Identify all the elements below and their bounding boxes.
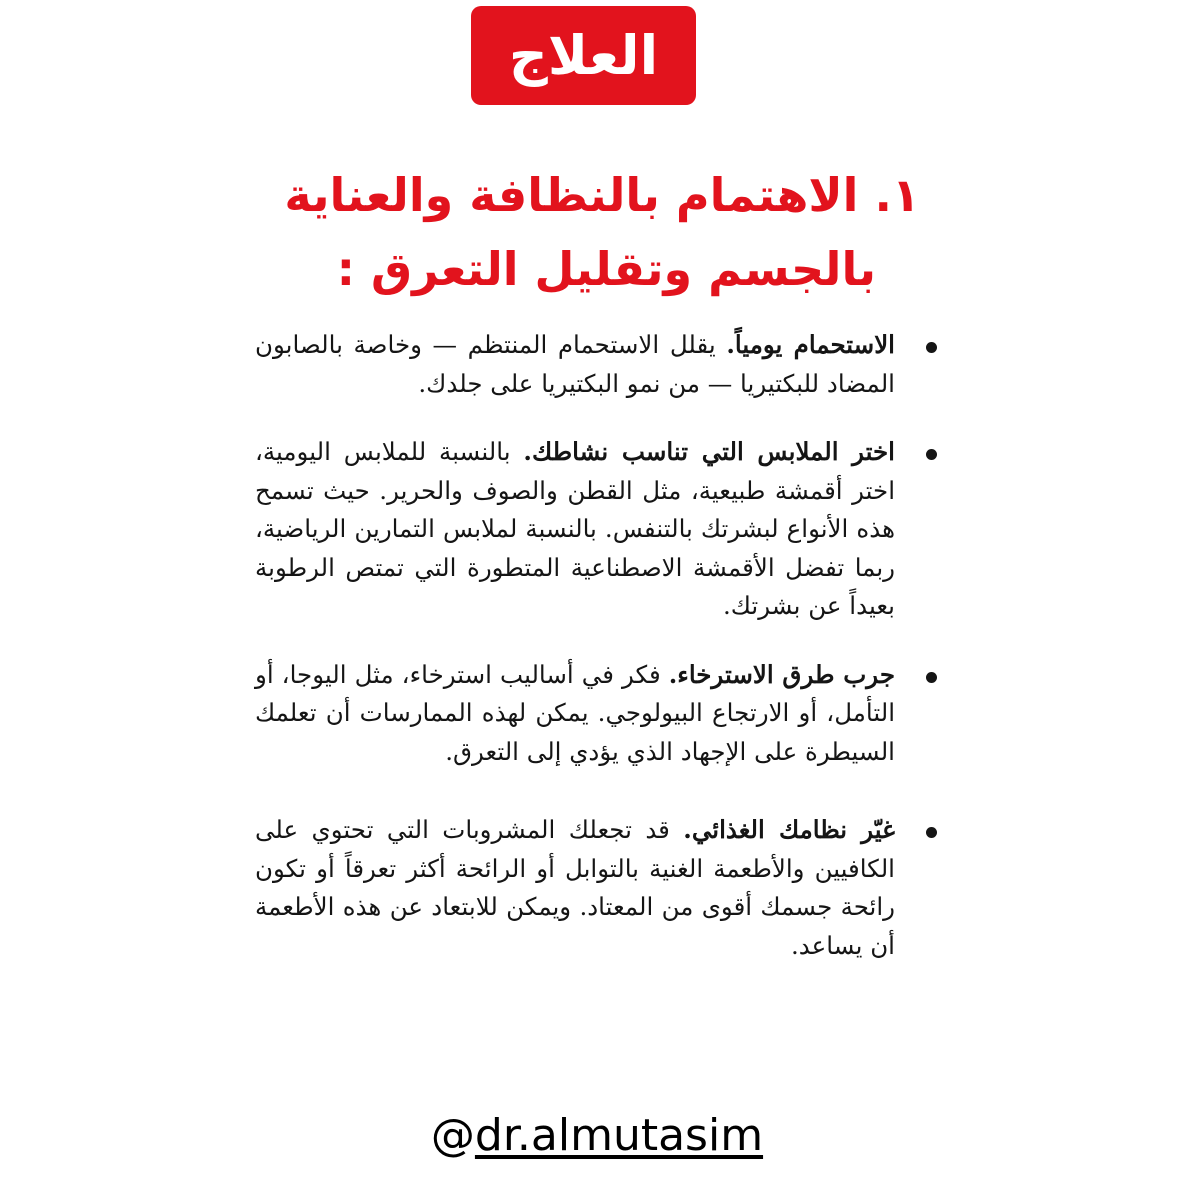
handle-at-sign: @ — [430, 1110, 475, 1161]
heading-line-2: بالجسم وتقليل التعرق : — [336, 242, 876, 296]
list-item — [255, 433, 945, 626]
section-heading — [260, 158, 920, 306]
bullet-dot-icon — [926, 827, 937, 838]
bullet-dot-icon — [926, 672, 937, 683]
list-item — [255, 326, 945, 403]
list-item — [255, 656, 945, 772]
item-text: فكر في أساليب استرخاء، مثل اليوجا، أو التأمل، أو الارتجاع البيولوجي. يمكن لهذه الممارسات أن تعلمك السيطرة على الإجهاد الذي يؤدي إلى التعرق. — [255, 659, 895, 766]
treatment-list — [255, 326, 945, 965]
handle-name[interactable]: dr.almutasim — [474, 1110, 764, 1161]
banner-title: العلاج — [508, 23, 659, 87]
bullet-dot-icon — [926, 449, 937, 460]
title-banner — [471, 6, 696, 105]
bullet-dot-icon — [926, 342, 937, 353]
item-lead: اختر الملابس التي تناسب نشاطك. — [523, 437, 895, 466]
item-text: قد تجعلك المشروبات التي تحتوي على الكافيين والأطعمة الغنية بالتوابل أو الرائحة أكثر تعرقاً أو تكون رائحة جسمك أقوى من المعتاد. ويمكن للابتعاد عن هذه الأطعمة أن يساعد. — [255, 815, 895, 960]
author-handle[interactable] — [392, 1108, 802, 1164]
item-lead: جرب طرق الاسترخاء. — [668, 659, 895, 689]
item-text: بالنسبة للملابس اليومية، اختر أقمشة طبيعية، مثل القطن والصوف والحرير. حيث تسمح هذه الأنواع لبشرتك بالتنفس. بالنسبة لملابس التمارين الرياضية، ربما تفضل الأقمشة الاصطناعية المتطورة التي تمتص الرطوبة بعيداً عن بشرتك. — [255, 437, 895, 620]
heading-line-1: ١. الاهتمام بالنظافة والعناية — [284, 168, 920, 222]
list-item — [255, 811, 945, 965]
item-lead: غيّر نظامك الغذائي. — [683, 815, 895, 844]
item-text: يقلل الاستحمام المنتظم — وخاصة بالصابون المضاد للبكتيريا — من نمو البكتيريا على جلدك. — [255, 330, 895, 398]
item-lead: الاستحمام يومياً. — [726, 330, 895, 359]
